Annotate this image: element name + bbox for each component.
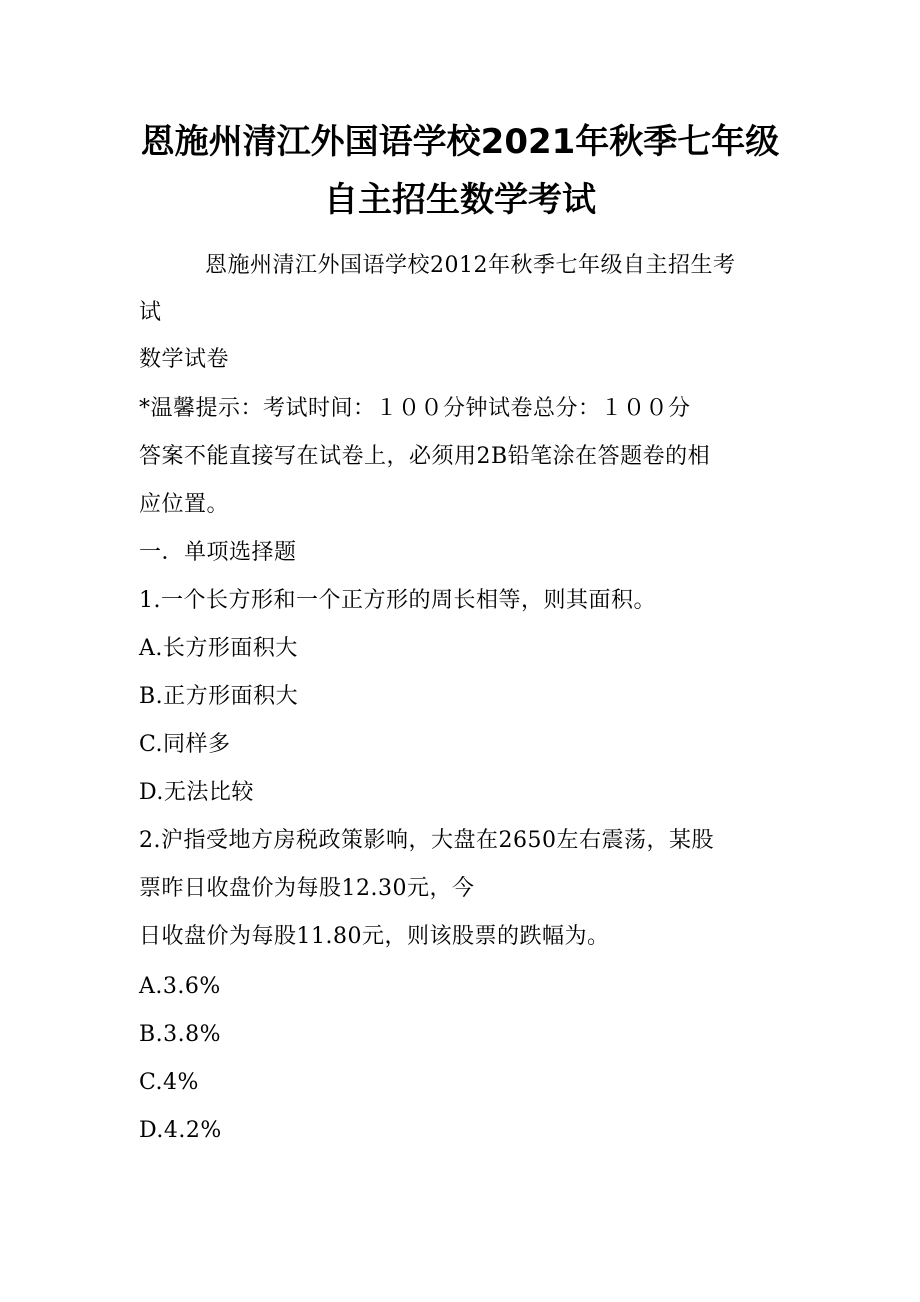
instruction-line-1: 答案不能直接写在试卷上，必须用2B铅笔涂在答题卷的相 [139,444,711,469]
question-2-text-line-3: 日收盘价为每股11.80元，则该股票的跌幅为。 [139,924,610,949]
document-title-line-1: 恩施州清江外国语学校2021年秋季七年级 [140,122,780,162]
question-1-option-d: D.无法比较 [139,780,254,805]
instruction-line-2: 应位置。 [139,492,230,517]
question-2-option-a: A.3.6% [139,974,221,999]
question-1-text: 1.一个长方形和一个正方形的周长相等，则其面积。 [139,588,656,613]
exam-notice: *温馨提示：考试时间：１００分钟试卷总分：１００分 [139,396,691,421]
document-title-line-2: 自主招生数学考试 [324,180,596,220]
question-1-option-a: A.长方形面积大 [139,636,298,661]
question-2-text-line-2: 票昨日收盘价为每股12.30元，今 [139,876,475,901]
subject-label: 数学试卷 [139,347,230,372]
section-heading: 一．单项选择题 [139,540,297,565]
intro-text-line-1: 恩施州清江外国语学校2012年秋季七年级自主招生考 [205,253,736,278]
intro-text-line-2: 试 [139,300,162,325]
question-1-option-b: B.正方形面积大 [139,684,299,709]
question-2-option-c: C.4% [139,1070,199,1095]
question-2-text-line-1: 2.沪指受地方房税政策影响，大盘在2650左右震荡，某股 [139,828,714,853]
question-2-option-d: D.4.2% [139,1118,222,1143]
question-1-option-c: C.同样多 [139,732,231,757]
question-2-option-b: B.3.8% [139,1022,222,1047]
